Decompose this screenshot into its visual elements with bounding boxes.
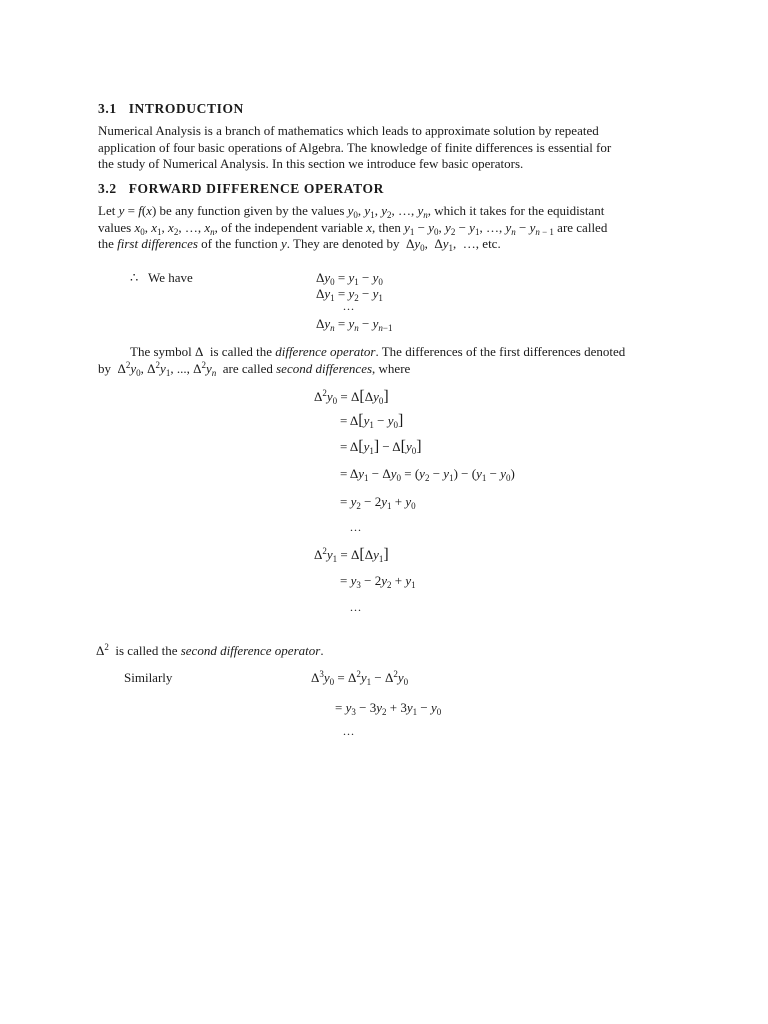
symbol-paragraph <box>98 344 642 377</box>
equation-step: = $\Delta y_1 - \Delta y_0 = (y_2 - y_1) - (y_1 - y_0)$ <box>340 466 515 483</box>
equation-delta-y0: $\Delta y_0 = y_1 - y_0$ <box>316 270 383 287</box>
paragraph-line: values $x_0$, $x_1$, $x_2$, …, $x_n$, of the independent variable x, then $y_1 - y_0$, $y_2 - y_1$, …, $y_n - y_{n - 1}$ are called <box>98 219 608 237</box>
paragraph-line: Let y = f(x) be any function given by the values $y_0$, $y_1$, $y_2$, …, $y_n$, which it takes for the equidistant <box>98 203 605 220</box>
section-title: FORWARD DIFFERENCE OPERATOR <box>128 181 384 196</box>
equation-step: = $y_3 - 2y_2 + y_1$ <box>340 573 416 590</box>
we-have-label: ∴ We have <box>130 270 193 285</box>
section-number: 3.2 <box>98 181 117 196</box>
paragraph-line: Numerical Analysis is a branch of mathematics which leads to approximate solution by repeated <box>98 123 599 138</box>
equation-delta-y1: $\Delta y_1 = y_2 - y_1$ <box>316 286 383 303</box>
equation-step: = $\Delta[y_1 - y_0]$ <box>340 412 404 430</box>
paragraph-line: application of four basic operations of Algebra. The knowledge of finite differences is essential for <box>98 139 612 155</box>
equation-step: = $\Delta[y_1] - \Delta[y_0]$ <box>340 438 422 456</box>
section-heading-forward-difference <box>98 181 384 197</box>
section-heading-introduction <box>98 101 244 117</box>
paragraph-line: the study of Numerical Analysis. In this section we introduce few basic operators. <box>98 156 524 171</box>
ellipsis: ... <box>343 724 355 738</box>
equation-third-diff-y0: $\Delta^3y_0 = \Delta^2y_1 - \Delta^2y_0$ <box>311 669 409 687</box>
section-title: INTRODUCTION <box>128 101 244 116</box>
equation-step: = $y_2 - 2y_1 + y_0$ <box>340 494 416 511</box>
equation-second-diff-y1: $\Delta^2y_1 = \Delta[\Delta y_1]$ <box>314 546 389 564</box>
equation-step: = $y_3 - 3y_2 + 3y_1 - y_0$ <box>335 700 442 717</box>
ellipsis: ... <box>350 600 362 614</box>
paragraph-line: by $\Delta^2y_0$, $\Delta^2y_1$, ..., $\Delta^2y_n$ are called second differences, where <box>98 359 411 378</box>
equation-second-diff-y0: $\Delta^2y_0 = \Delta[\Delta y_0]$ <box>314 388 389 406</box>
forward-difference-paragraph <box>98 203 642 253</box>
second-difference-operator-sentence: $\Delta^2$ is called the second difference operator. <box>96 642 324 658</box>
similarly-label: Similarly <box>124 670 173 685</box>
introduction-paragraph <box>98 123 642 173</box>
ellipsis: ... <box>343 299 355 313</box>
paragraph-line: the first differences of the function y. They are denoted by $\Delta y_0$, $\Delta y_1$, …, etc. <box>98 236 501 253</box>
equation-delta-yn: $\Delta y_n = y_n - y_{n-1}$ <box>316 316 393 333</box>
therefore-symbol: ∴ <box>130 270 139 285</box>
section-number: 3.1 <box>98 101 117 116</box>
paragraph-line: The symbol Δ is called the difference operator. The differences of the first differences denoted <box>130 344 626 359</box>
ellipsis: ... <box>350 520 362 534</box>
